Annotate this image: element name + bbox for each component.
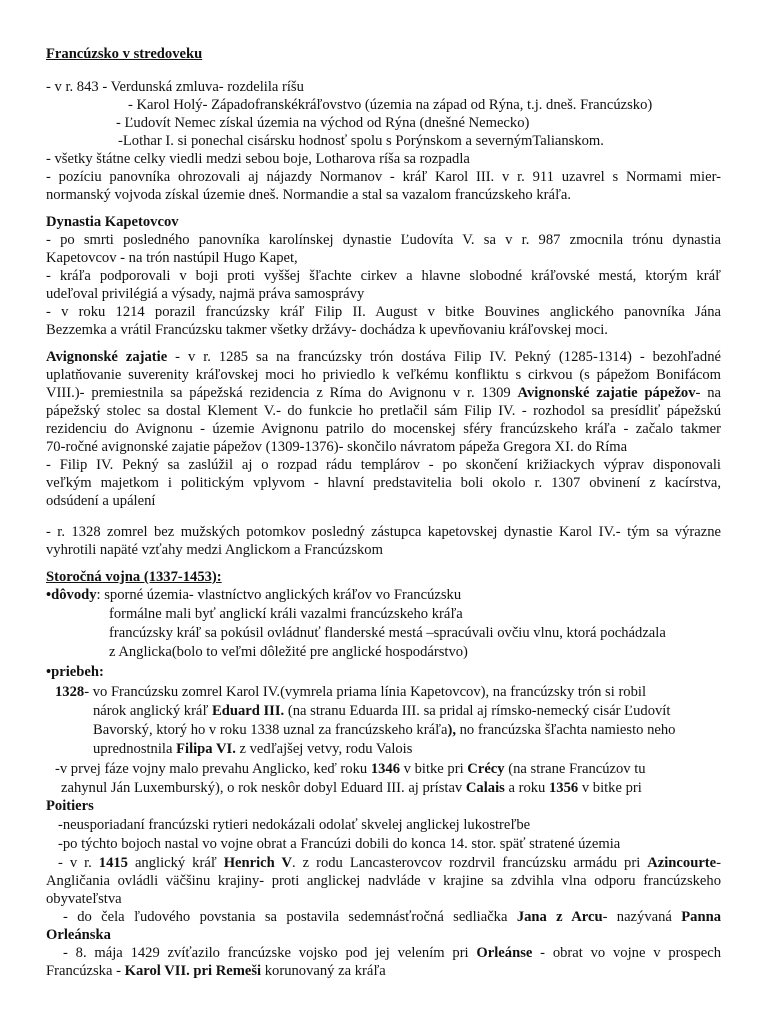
avig-line-11: vyhrotili napäté vzťahy medzi Anglickom a Francúzskom xyxy=(46,542,383,558)
course-line-2: nárok anglický kráľ Eduard III. (na stranu Eduarda III. sa pridal aj rímsko-nemecký cisár Ľudovít xyxy=(93,703,671,719)
avig-line-8: veľkým majetkom i politickým vplyvom - hlavní predstavitelia boli okolo r. 1307 obvinení z kacírstva, xyxy=(46,475,721,491)
avig-line-1: Avignonské zajatie - v r. 1285 sa na francúzsky trón dostáva Filip IV. Pekný (1285-1314) - bezohľadné xyxy=(46,349,721,365)
kapet-line-4: udeľoval privilégiá a výsady, najmä práva samosprávy xyxy=(46,286,365,302)
course-line-6: zahynul Ján Luxemburský), o rok neskôr dobyl Eduard III. aj prístav Calais a roku 1356 v bitke pri xyxy=(61,780,642,796)
course-line-3: Bavorský, ktorý ho v roku 1338 uznal za francúzskeho kráľa), no francúzska šľachta namiesto neho xyxy=(93,722,676,738)
section-heading-avignon: Avignonské zajatie xyxy=(46,349,168,365)
course-line-15: - 8. mája 1429 zvíťazilo francúzske vojsko pod jej velením pri Orleánse - obrat vo vojne v prospech xyxy=(63,945,722,961)
kapet-line-2: Kapetovcov - na trón nastúpil Hugo Kapet, xyxy=(46,250,298,266)
course-line-7: Poitiers xyxy=(46,798,94,814)
course-line-13: - do čela ľudového povstania sa postavila sedemnásťročná sedliačka Jana z Arcu- nazývaná Panna xyxy=(63,909,721,925)
course-line-16: Francúzska - Karol VII. pri Remeši korunovaný za kráľa xyxy=(46,963,386,979)
avig-line-7: - Filip IV. Pekný sa zaslúžil aj o rozpad rádu templárov - po skončení križiackych výprav disponovali xyxy=(46,457,721,473)
causes-line-1: •dôvody: sporné územia- vlastníctvo anglických kráľov vo Francúzsku xyxy=(46,587,462,603)
kapet-line-3: - kráľa podporovali v boji proti vyššej šľachte cirkev a hlavne slobodné kráľovské mestá, ktorým kráľ xyxy=(46,268,721,284)
causes-label: •dôvody xyxy=(46,587,97,603)
course-line-1: 1328- vo Francúzsku zomrel Karol IV.(vymrela priama línia Kapetovcov), na francúzsky trón si robil xyxy=(55,684,647,700)
causes-line-4: z Anglicka(bolo to veľmi dôležité pre anglické hospodárstvo) xyxy=(109,644,468,660)
course-line-9: -po týchto bojoch nastal vo vojne obrat a Francúzi dobili do konca 14. stor. späť stratené územia xyxy=(58,836,621,852)
kapet-line-5: - v roku 1214 porazil francúzsky kráľ Filip II. August v bitke Bouvines anglického panovníka Jána xyxy=(46,304,721,320)
verdun-line-7: normanský vojvoda získal územie dneš. Normandie a stal sa vazalom francúzskeho kráľa. xyxy=(46,187,572,203)
avig-line-3: VIII.)- premiestnila sa pápežská rezidencia z Ríma do Avignonu v r. 1309 Avignonské zajatie pápežov- na xyxy=(46,385,721,401)
course-line-14: Orleánska xyxy=(46,927,111,943)
course-line-11: Angličania ovládli väčšinu krajiny- proti anglickej nadvláde v krajine sa zdvihla vlna odporu francúzskeho xyxy=(46,873,721,889)
avig-line-9: odsúdení a upálení xyxy=(46,493,156,509)
avig-line-2: uplatňovanie suverenity kráľovskej moci ho priviedlo k veľkému konfliktu s cirkvou (s pápežom Bonifácom xyxy=(46,367,721,383)
verdun-line-6: - pozíciu panovníka ohrozovali aj nájazdy Normanov - kráľ Karol III. v r. 911 uzavrel s Normami mier- xyxy=(46,169,721,185)
section-heading-storocna-vojna: Storočná vojna (1337-1453): xyxy=(46,569,222,585)
doc-title: Francúzsko v stredoveku xyxy=(46,46,203,62)
kapet-line-6: Bezzemka a vrátil Francúzsku takmer všetky držávy- dochádza k upevňovaniu kráľovskej moci. xyxy=(46,322,608,338)
course-line-12: obyvateľstva xyxy=(46,891,122,907)
avig-line-6: 70-ročné avignonské zajatie pápežov (1309-1376)- skončilo návratom pápeža Gregora XI. do Ríma xyxy=(46,439,628,455)
verdun-line-1: - v r. 843 - Verdunská zmluva- rozdelila ríšu xyxy=(46,79,304,95)
course-line-10: - v r. 1415 anglický kráľ Henrich V. z rodu Lancasterovcov rozdrvil francúzsku armádu pri Azincourte- xyxy=(58,855,722,871)
avig-line-4: pápežský stolec sa dostal Klement V.- do funkcie ho pretlačil sám Filip IV. - rozhodol sa presídliť pápežskú xyxy=(46,403,721,419)
causes-line-2: formálne mali byť anglickí králi vazalmi francúzskeho kráľa xyxy=(109,606,463,622)
section-heading-kapetovci: Dynastia Kapetovcov xyxy=(46,214,179,230)
course-line-8: -neusporiadaní francúzski rytieri nedokázali odolať skvelej anglickej lukostreľbe xyxy=(58,817,531,833)
avig-line-10: - r. 1328 zomrel bez mužských potomkov posledný zástupca kapetovskej dynastie Karol IV.- tým sa výrazne xyxy=(46,524,721,540)
verdun-line-3: - Ľudovít Nemec získal územia na východ od Rýna (dnešné Nemecko) xyxy=(116,115,530,131)
kapet-line-1: - po smrti posledného panovníka karolínskej dynastie Ľudovíta V. sa v r. 987 zmocnila trónu dynastia xyxy=(46,232,721,248)
avig-line-5: rezidenciu do Avignonu - územie Avignonu patrilo do mocenskej sféry francúzskeho kráľa - začalo takmer xyxy=(46,421,721,437)
course-line-5: -v prvej fáze vojny malo prevahu Anglicko, keď roku 1346 v bitke pri Crécy (na strane Francúzov tu xyxy=(55,761,646,777)
course-label: •priebeh: xyxy=(46,664,104,680)
causes-line-3: francúzsky kráľ sa pokúsil ovládnuť flanderské mestá –spracúvali ovčiu vlnu, ktorá pochádzala xyxy=(109,625,666,641)
course-line-4: uprednostnila Filipa VI. z vedľajšej vetvy, rodu Valois xyxy=(93,741,413,757)
verdun-line-4: -Lothar I. si ponechal cisársku hodnosť spolu s Porýnskom a severnýmTalianskom. xyxy=(118,133,604,149)
verdun-line-2: - Karol Holý- Západofranskékráľovstvo (územia na západ od Rýna, t.j. dneš. Francúzsko) xyxy=(128,97,653,113)
verdun-line-5: - všetky štátne celky viedli medzi sebou boje, Lotharova ríša sa rozpadla xyxy=(46,151,470,167)
